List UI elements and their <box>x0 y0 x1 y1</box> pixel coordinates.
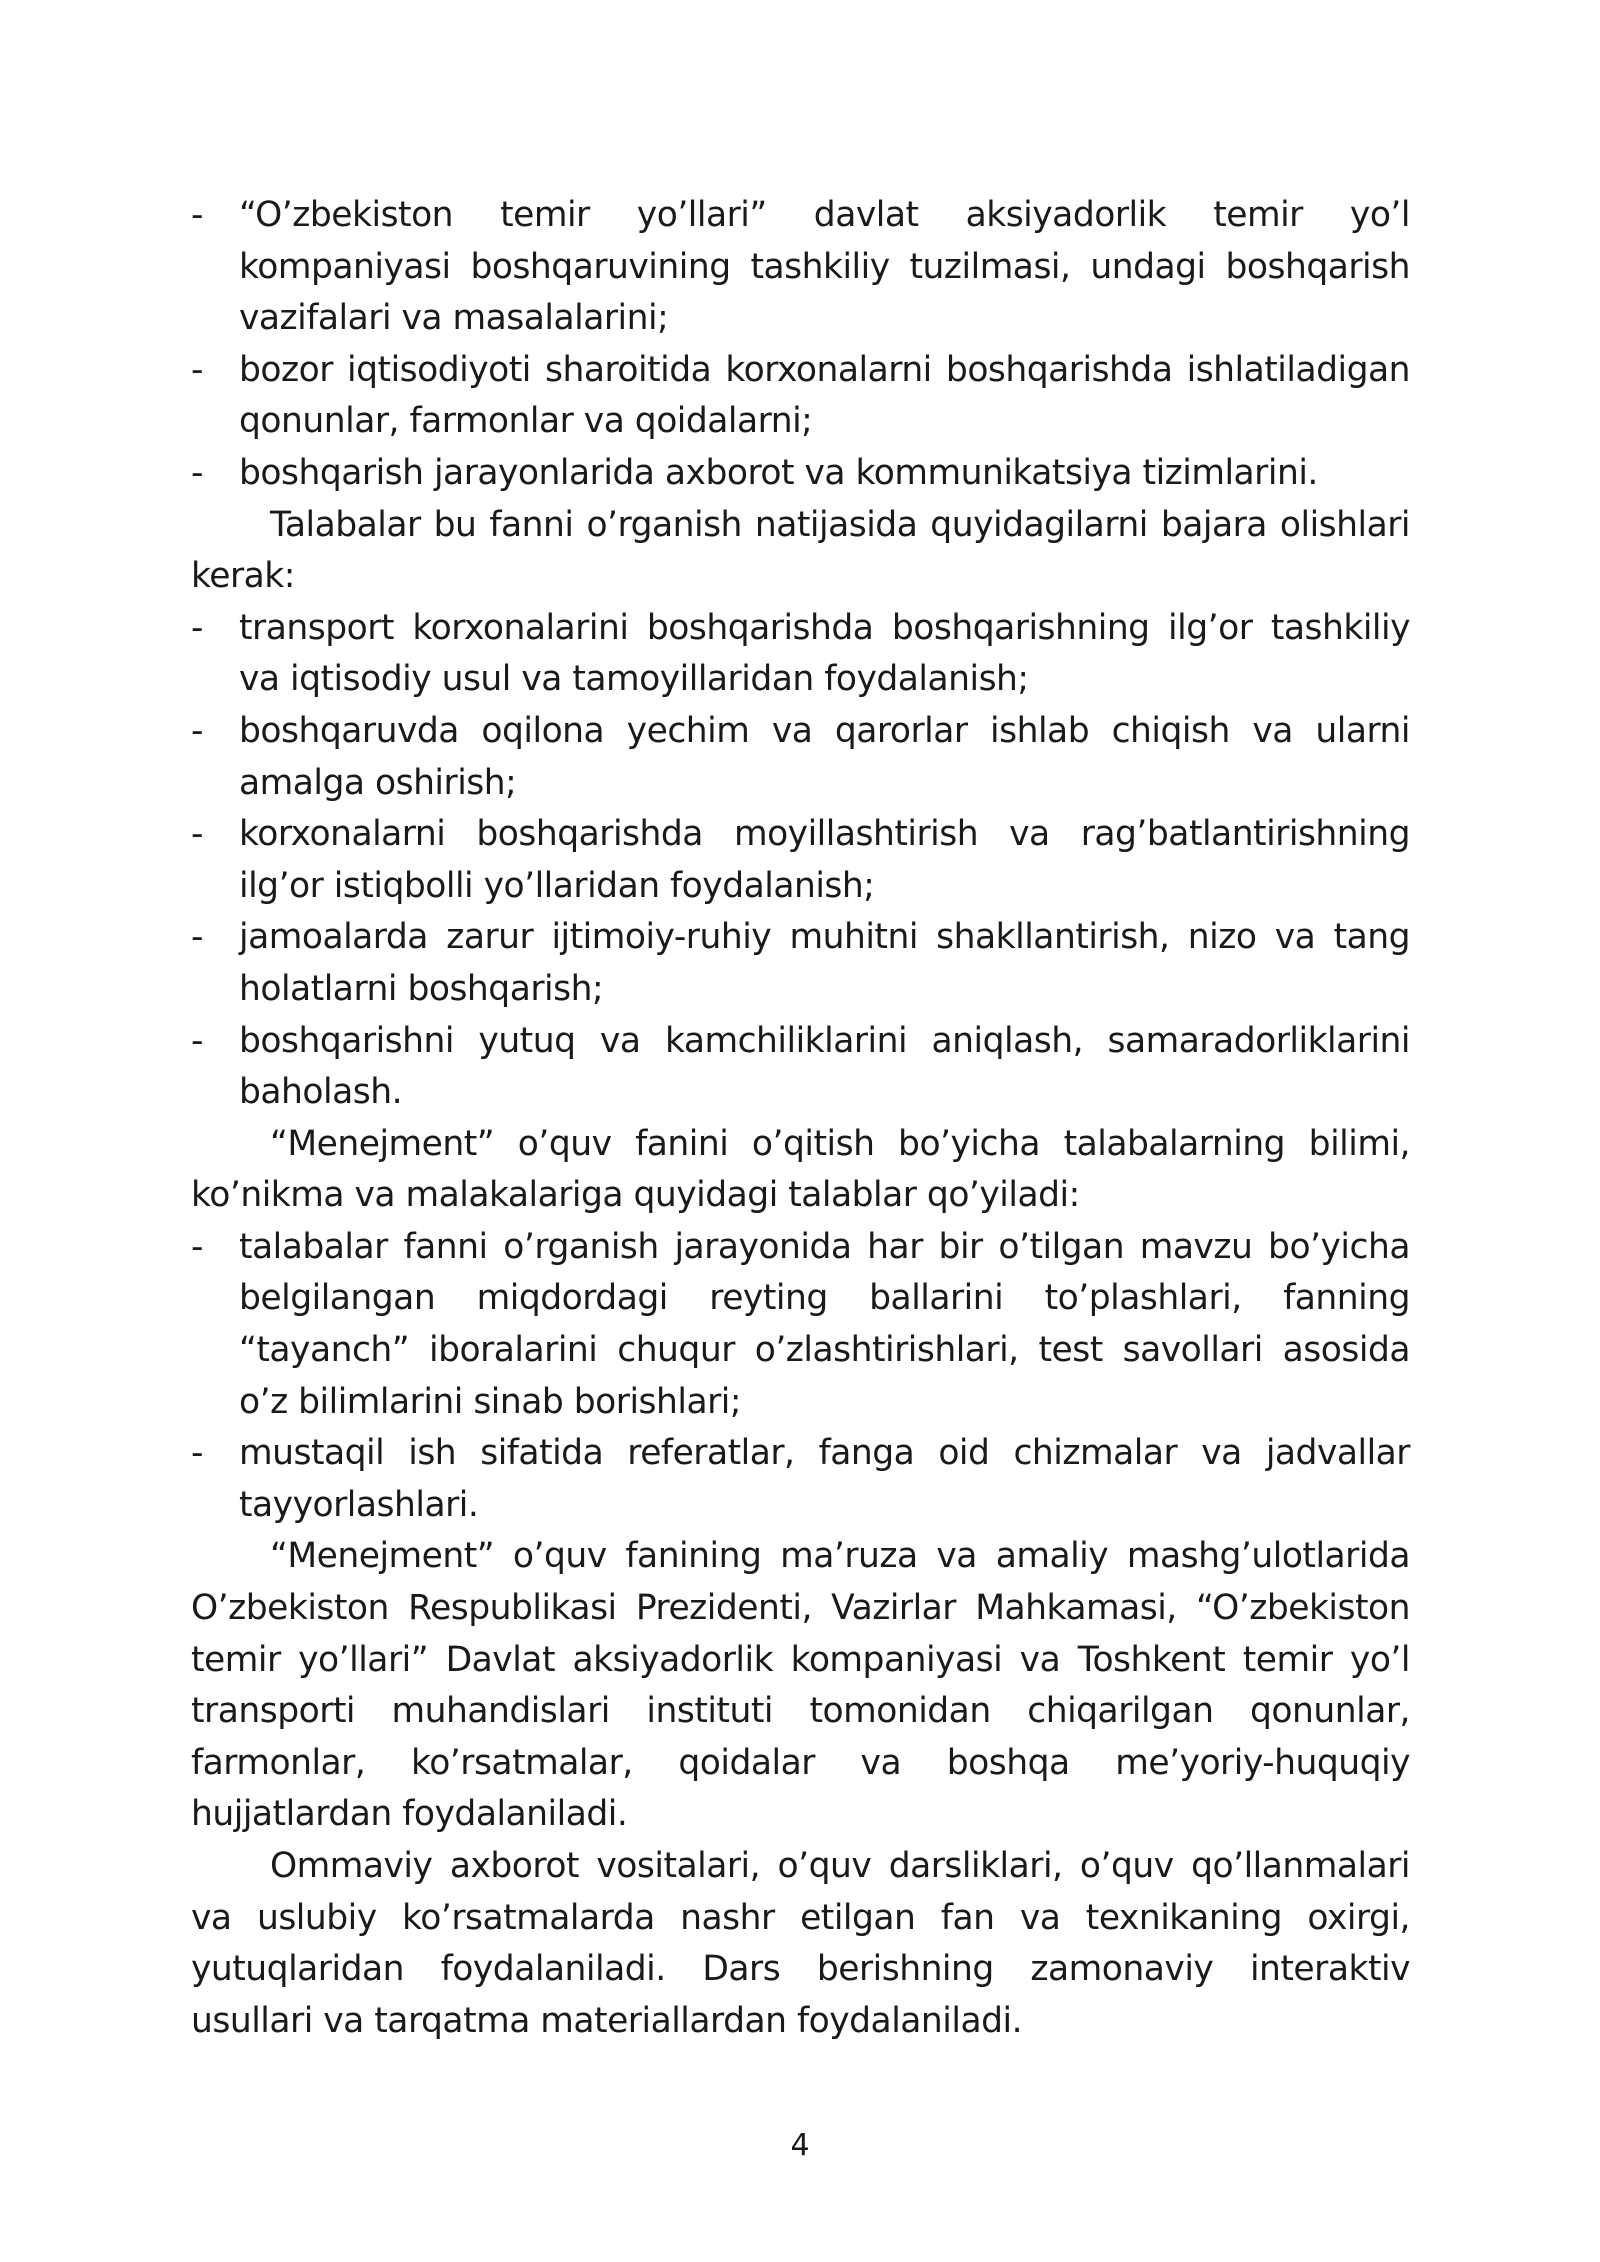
bullet-dash: - <box>191 1226 203 1267</box>
list-item <box>191 1428 1410 1531</box>
list-item <box>191 345 1410 448</box>
list-item <box>191 603 1410 706</box>
list-item-text: transport korxonalarini boshqarishda boshqarishning ilg’or tashkiliy va iqtisodiy usul va tamoyillaridan foydalanish; <box>239 607 1410 700</box>
paragraph: Talabalar bu fanni o’rganish natijasida quyidagilarni bajara olishlari kerak: <box>191 504 1410 597</box>
list-item-text: jamoalarda zarur ijtimoiy-ruhiy muhitni shakllantirish, nizo va tang holatlarni boshqarish; <box>239 917 1410 1009</box>
list-item <box>191 912 1410 1015</box>
list-item <box>191 1222 1410 1428</box>
list-item-text: boshqaruvda oqilona yechim va qarorlar ishlab chiqish va ularni amalga oshirish; <box>239 710 1410 803</box>
bullet-dash: - <box>191 814 203 855</box>
list-item <box>191 809 1410 912</box>
list-item <box>191 448 1410 500</box>
list-item <box>191 706 1410 809</box>
bullet-dash: - <box>191 195 203 235</box>
bullet-dash: - <box>191 452 203 493</box>
page-number: 4 <box>790 2128 810 2163</box>
list-item-text: “O’zbekiston temir yo’llari” davlat aksiyadorlik temir yo’l kompaniyasi boshqaruvining tashkiliy tuzilmasi, undagi boshqarish vazifalari va masalalarini; <box>239 195 1410 339</box>
list-item-text: boshqarish jarayonlarida axborot va kommunikatsiya tizimlarini. <box>239 452 1318 493</box>
list-item-text: bozor iqtisodiyoti sharoitida korxonalarni boshqarishda ishlatiladigan qonunlar, farmonlar va qoidalarni; <box>239 349 1410 442</box>
list-item-text: mustaqil ish sifatida referatlar, fanga oid chizmalar va jadvallar tayyorlashlari. <box>239 1433 1410 1525</box>
paragraph: “Menejment” o’quv fanining ma’ruza va amaliy mashg’ulotlarida O’zbekiston Respublikasi Prezidenti, Vazirlar Mahkamasi, “O’zbekiston temir yo’llari” Davlat aksiyadorlik kompaniyasi va Toshkent temir yo’l transporti muhandislari instituti tomonidan chiqarilgan qonunlar, farmonlar, ko’rsatmalar, qoidalar va boshqa me’yoriy-huquqiy hujjatlardan foydalaniladi. <box>191 1536 1410 1835</box>
list-item-text: korxonalarni boshqarishda moyillashtirish va rag’batlantirishning ilg’or istiqbolli yo’llaridan foydalanish; <box>239 814 1410 906</box>
list-item <box>191 190 1410 345</box>
bullet-dash: - <box>191 349 203 390</box>
paragraph: Ommaviy axborot vositalari, o’quv darsliklari, o’quv qo’llanmalari va uslubiy ko’rsatmalarda nashr etilgan fan va texnikaning oxirgi, yutuqlaridan foydalaniladi. Dars berishning zamonaviy interaktiv usullari va tarqatma materiallardan foydalaniladi. <box>191 1846 1410 2041</box>
list-item-text: talabalar fanni o’rganish jarayonida har bir o’tilgan mavzu bo’yicha belgilangan miqdordagi reyting ballarini to’plashlari, fanning “tayanch” iboralarini chuqur o’zlashtirishlari, test savollari asosida o’z bilimlarini sinab borishlari; <box>239 1226 1410 1422</box>
document-body <box>191 190 1410 2047</box>
list-item-text: boshqarishni yutuq va kamchiliklarini aniqlash, samaradorliklarini baholash. <box>239 1020 1410 1113</box>
bullet-dash: - <box>191 1020 203 1061</box>
bullet-dash: - <box>191 710 203 751</box>
bullet-dash: - <box>191 607 203 648</box>
list-item <box>191 1016 1410 1119</box>
paragraph: “Menejment” o’quv fanini o’qitish bo’yicha talabalarning bilimi, ko’nikma va malakalariga quyidagi talablar qo’yiladi: <box>191 1123 1410 1216</box>
bullet-dash: - <box>191 917 203 958</box>
bullet-dash: - <box>191 1433 203 1474</box>
